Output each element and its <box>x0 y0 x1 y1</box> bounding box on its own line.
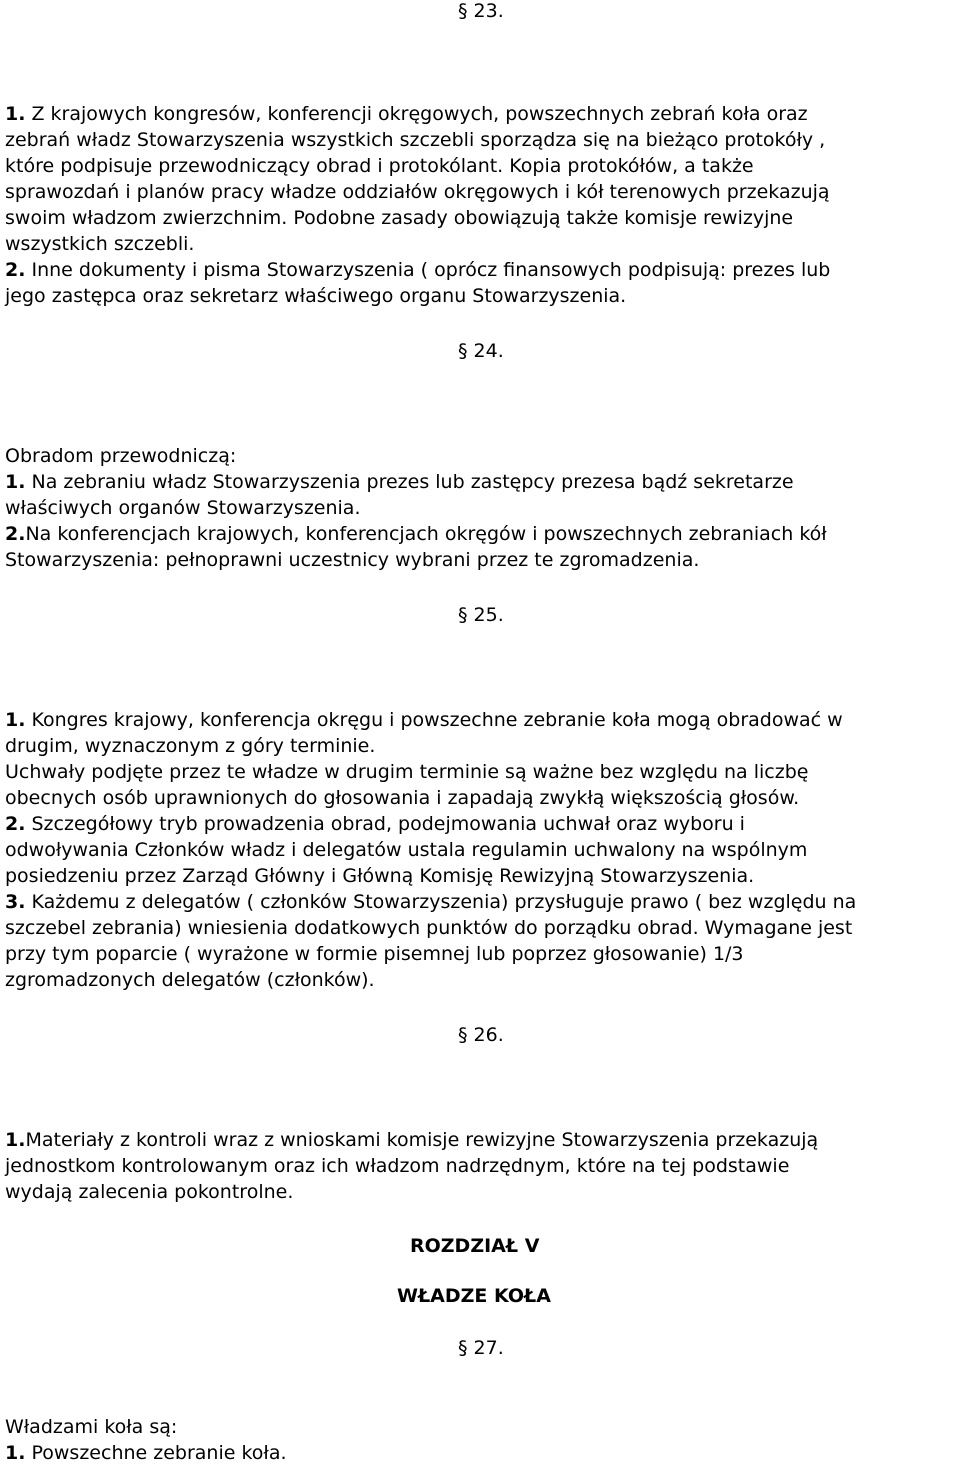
item-number: 3. <box>5 891 26 913</box>
section-27-heading: § 27. <box>458 1337 504 1359</box>
paragraph-27-intro: Władzami koła są: <box>5 1416 178 1438</box>
paragraph-24-line-2: właściwych organów Stowarzyszenia. <box>5 497 361 519</box>
section-26-heading: § 26. <box>458 1024 504 1046</box>
text: Materiały z kontroli wraz z wnioskami komisje rewizyjne Stowarzyszenia przekazują <box>25 1129 819 1151</box>
paragraph-23-line-5: swoim władzom zwierzchnim. Podobne zasady obowiązują także komisje rewizyjne <box>5 207 794 229</box>
paragraph-25-line-2: drugim, wyznaczonym z góry terminie. <box>5 735 376 757</box>
paragraph-25-line-3: Uchwały podjęte przez te władze w drugim terminie są ważne bez względu na liczbę <box>5 761 809 783</box>
paragraph-23-line-1 <box>5 101 808 127</box>
item-number: 2. <box>5 813 26 835</box>
section-25-heading: § 25. <box>458 604 504 626</box>
paragraph-24-line-4: Stowarzyszenia: pełnoprawni uczestnicy wybrani przez te zgromadzenia. <box>5 549 700 571</box>
paragraph-24-intro: Obradom przewodniczą: <box>5 445 237 467</box>
section-24-heading: § 24. <box>458 340 504 362</box>
text: Każdemu z delegatów ( członków Stowarzyszenia) przysługuje prawo ( bez względu na <box>25 891 857 913</box>
text: Kongres krajowy, konferencja okręgu i powszechne zebranie koła mogą obradować w <box>25 709 843 731</box>
paragraph-25-line-6: odwoływania Członków władz i delegatów ustala regulamin uchwalony na wspólnym <box>5 839 808 861</box>
paragraph-23-line-6: wszystkich szczebli. <box>5 233 195 255</box>
paragraph-25-line-8 <box>5 889 856 915</box>
text: Inne dokumenty i pisma Stowarzyszenia ( oprócz finansowych podpisują: prezes lub <box>25 259 831 281</box>
paragraph-25-line-10: przy tym poparcie ( wyrażone w formie pisemnej lub poprzez głosowanie) 1/3 <box>5 943 744 965</box>
paragraph-23-line-4: sprawozdań i planów pracy władze oddziałów okręgowych i kół terenowych przekazują <box>5 181 830 203</box>
text: Powszechne zebranie koła. <box>25 1442 287 1464</box>
text: Z krajowych kongresów, konferencji okręgowych, powszechnych zebrań koła oraz <box>25 103 808 125</box>
paragraph-24-line-3 <box>5 521 827 547</box>
item-number: 1. <box>5 103 26 125</box>
paragraph-25-line-7: posiedzeniu przez Zarząd Główny i Główną Komisję Rewizyjną Stowarzyszenia. <box>5 865 755 887</box>
paragraph-26-line-2: jednostkom kontrolowanym oraz ich władzom nadrzędnym, które na tej podstawie <box>5 1155 790 1177</box>
paragraph-25-line-5 <box>5 811 745 837</box>
item-number: 1. <box>5 471 26 493</box>
paragraph-27-line-1 <box>5 1440 287 1466</box>
paragraph-23-line-2: zebrań władz Stowarzyszenia wszystkich szczebli sporządza się na bieżąco protokóły , <box>5 129 826 151</box>
paragraph-25-line-9: szczebel zebrania) wniesienia dodatkowych punktów do porządku obrad. Wymagane jest <box>5 917 853 939</box>
item-number: 2. <box>5 523 26 545</box>
paragraph-25-line-11: zgromadzonych delegatów (członków). <box>5 969 375 991</box>
paragraph-23-line-7 <box>5 257 830 283</box>
paragraph-23-line-8: jego zastępca oraz sekretarz właściwego organu Stowarzyszenia. <box>5 285 627 307</box>
text: Na zebraniu władz Stowarzyszenia prezes lub zastępcy prezesa bądź sekretarze <box>25 471 794 493</box>
paragraph-26-line-3: wydają zalecenia pokontrolne. <box>5 1181 294 1203</box>
item-number: 1. <box>5 709 26 731</box>
paragraph-23-line-3: które podpisuje przewodniczący obrad i protokólant. Kopia protokółów, a także <box>5 155 754 177</box>
section-23-heading: § 23. <box>458 0 504 22</box>
item-number: 1. <box>5 1442 26 1464</box>
paragraph-25-line-1 <box>5 707 843 733</box>
paragraph-26-line-1 <box>5 1127 818 1153</box>
item-number: 2. <box>5 259 26 281</box>
paragraph-25-line-4: obecnych osób uprawnionych do głosowania i zapadają zwykłą większością głosów. <box>5 787 800 809</box>
chapter-title: ROZDZIAŁ V <box>410 1235 540 1257</box>
item-number: 1. <box>5 1129 26 1151</box>
paragraph-24-line-1 <box>5 469 794 495</box>
text: Szczegółowy tryb prowadzenia obrad, podejmowania uchwał oraz wyboru i <box>25 813 745 835</box>
text: Na konferencjach krajowych, konferencjach okręgów i powszechnych zebraniach kół <box>25 523 827 545</box>
chapter-subtitle: WŁADZE KOŁA <box>397 1285 551 1307</box>
